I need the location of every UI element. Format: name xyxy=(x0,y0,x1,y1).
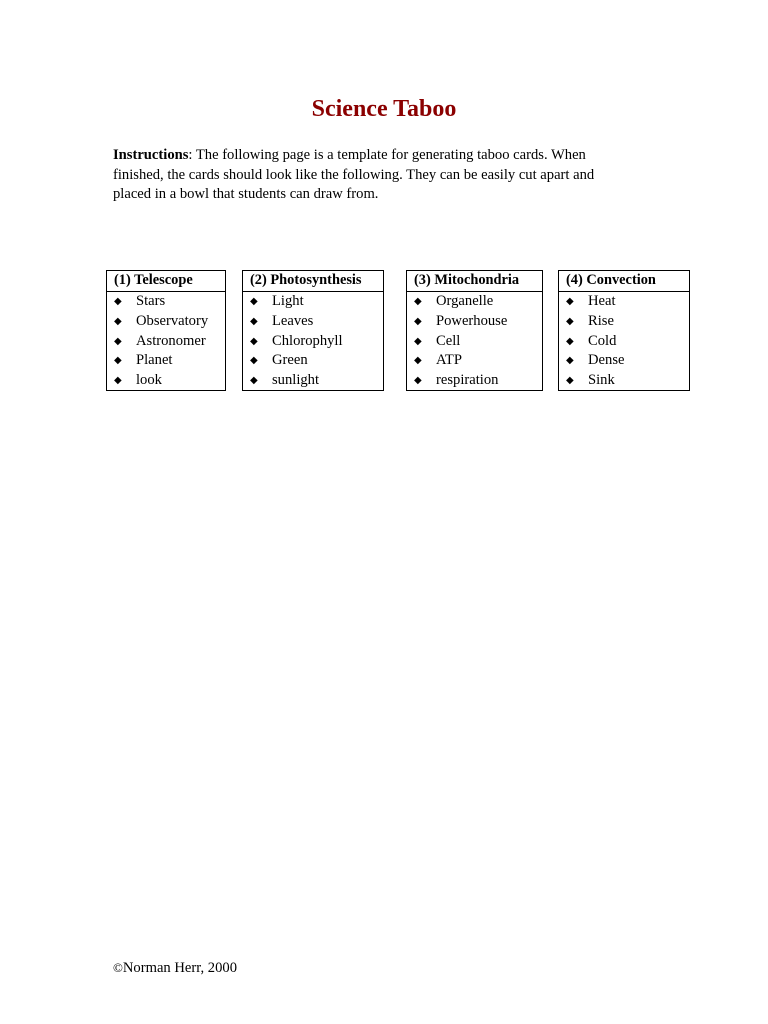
taboo-word: Astronomer xyxy=(136,332,206,349)
taboo-word: Rise xyxy=(588,312,614,329)
list-item xyxy=(243,351,383,371)
taboo-card-1 xyxy=(106,270,226,391)
taboo-card-3 xyxy=(406,270,543,391)
card-word-list xyxy=(559,292,689,391)
list-item xyxy=(559,312,689,332)
diamond-bullet-icon: ◆ xyxy=(566,355,574,367)
taboo-word: Green xyxy=(272,352,308,369)
diamond-bullet-icon: ◆ xyxy=(566,335,574,347)
copyright-footer xyxy=(113,958,237,978)
card-word-list xyxy=(107,292,225,391)
taboo-card-2 xyxy=(242,270,384,391)
instructions-text: : The following page is a template for generating taboo cards. When finished, the cards should look like the following. They can be easily cut apart and placed in a bowl that students can draw from. xyxy=(113,147,595,203)
list-item xyxy=(407,292,542,312)
list-item xyxy=(243,332,383,352)
diamond-bullet-icon: ◆ xyxy=(250,296,258,307)
list-item xyxy=(243,292,383,312)
page-title: Science Taboo xyxy=(311,96,457,122)
list-item xyxy=(407,332,542,352)
list-item xyxy=(559,351,689,371)
taboo-word: Organelle xyxy=(436,293,494,309)
list-item xyxy=(107,292,225,312)
taboo-card-4 xyxy=(558,270,690,391)
diamond-bullet-icon: ◆ xyxy=(250,335,258,347)
diamond-bullet-icon: ◆ xyxy=(414,315,422,327)
card-title: (4) Convection xyxy=(559,271,689,292)
list-item xyxy=(107,351,225,371)
diamond-bullet-icon: ◆ xyxy=(250,355,258,367)
list-item xyxy=(243,371,383,391)
diamond-bullet-icon: ◆ xyxy=(114,315,122,327)
list-item xyxy=(107,312,225,332)
list-item xyxy=(559,292,689,312)
taboo-word: Stars xyxy=(136,293,166,309)
card-word-list xyxy=(243,292,383,391)
taboo-word: Heat xyxy=(588,293,616,309)
list-item xyxy=(407,371,542,391)
taboo-word: Sink xyxy=(588,372,615,389)
card-title: (3) Mitochondria xyxy=(407,271,542,292)
taboo-word: Cold xyxy=(588,332,617,349)
card-word-list xyxy=(407,292,542,391)
taboo-word: Leaves xyxy=(272,312,314,329)
taboo-word: Cell xyxy=(436,332,461,349)
taboo-word: look xyxy=(136,372,162,389)
card-title: (1) Telescope xyxy=(107,271,225,292)
diamond-bullet-icon: ◆ xyxy=(250,315,258,327)
taboo-word: Light xyxy=(272,293,304,309)
diamond-bullet-icon: ◆ xyxy=(566,315,574,327)
diamond-bullet-icon: ◆ xyxy=(414,296,422,307)
list-item xyxy=(243,312,383,332)
taboo-word: Observatory xyxy=(136,312,209,329)
diamond-bullet-icon: ◆ xyxy=(250,375,258,387)
taboo-word: ATP xyxy=(436,352,462,369)
taboo-word: sunlight xyxy=(272,372,320,389)
taboo-word: respiration xyxy=(436,372,499,389)
taboo-word: Chlorophyll xyxy=(272,332,343,349)
list-item xyxy=(559,371,689,391)
diamond-bullet-icon: ◆ xyxy=(566,375,574,387)
taboo-word: Dense xyxy=(588,352,625,369)
diamond-bullet-icon: ◆ xyxy=(414,355,422,367)
list-item xyxy=(407,351,542,371)
diamond-bullet-icon: ◆ xyxy=(114,375,122,387)
list-item xyxy=(407,312,542,332)
diamond-bullet-icon: ◆ xyxy=(414,375,422,387)
card-title: (2) Photosynthesis xyxy=(243,271,383,292)
list-item xyxy=(107,332,225,352)
taboo-word: Powerhouse xyxy=(436,312,508,329)
instructions-paragraph xyxy=(113,146,633,205)
instructions-label: Instructions xyxy=(113,147,189,163)
diamond-bullet-icon: ◆ xyxy=(114,296,122,307)
list-item xyxy=(107,371,225,391)
footer-text: Norman Herr, 2000 xyxy=(122,960,237,976)
diamond-bullet-icon: ◆ xyxy=(414,335,422,347)
taboo-word: Planet xyxy=(136,352,173,369)
list-item xyxy=(559,332,689,352)
diamond-bullet-icon: ◆ xyxy=(114,335,122,347)
diamond-bullet-icon: ◆ xyxy=(114,355,122,367)
copyright-icon: © xyxy=(113,960,123,975)
diamond-bullet-icon: ◆ xyxy=(566,296,574,307)
